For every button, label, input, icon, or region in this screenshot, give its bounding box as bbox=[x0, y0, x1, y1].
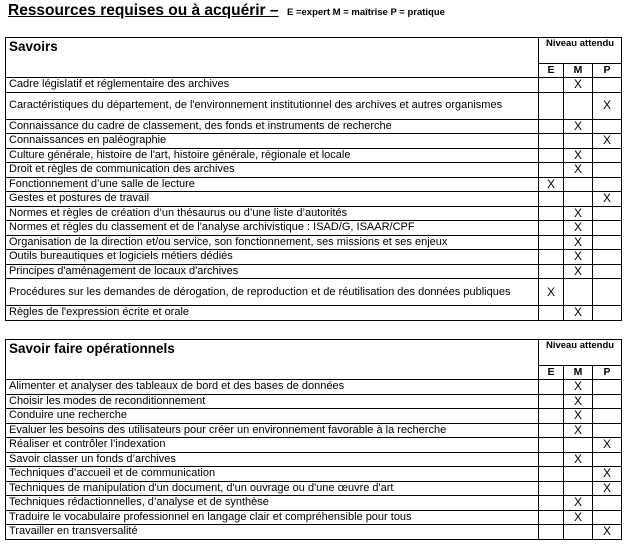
empty-level-cell bbox=[539, 235, 564, 250]
row-label: Droit et règles de communication des archives bbox=[6, 163, 539, 178]
level-mark-m: X bbox=[564, 510, 593, 525]
level-mark-m: X bbox=[564, 221, 593, 236]
empty-level-cell bbox=[593, 235, 622, 250]
empty-level-cell bbox=[539, 481, 564, 496]
level-mark-m: X bbox=[564, 380, 593, 395]
table-row bbox=[6, 119, 622, 134]
empty-level-cell bbox=[593, 206, 622, 221]
level-mark-p: X bbox=[593, 525, 622, 540]
empty-level-cell bbox=[539, 452, 564, 467]
row-label: Cadre législatif et réglementaire des archives bbox=[6, 78, 539, 93]
level-mark-p: X bbox=[593, 92, 622, 119]
table-row bbox=[6, 481, 622, 496]
table-row bbox=[6, 206, 622, 221]
level-mark-m: X bbox=[564, 452, 593, 467]
table-row bbox=[6, 250, 622, 265]
row-label: Culture générale, histoire de l'art, histoire générale, régionale et locale bbox=[6, 148, 539, 163]
level-mark-p: X bbox=[593, 134, 622, 149]
empty-level-cell bbox=[593, 221, 622, 236]
empty-level-cell bbox=[539, 496, 564, 511]
empty-level-cell bbox=[539, 221, 564, 236]
row-label: Evaluer les besoins des utilisateurs pour créer un environnement favorable à la recherche bbox=[6, 423, 539, 438]
empty-level-cell bbox=[539, 78, 564, 93]
row-label: Règles de l'expression écrite et orale bbox=[6, 306, 539, 321]
empty-level-cell bbox=[539, 134, 564, 149]
empty-level-cell bbox=[593, 423, 622, 438]
row-label: Alimenter et analyser des tableaux de bord et des bases de données bbox=[6, 380, 539, 395]
level-mark-m: X bbox=[564, 235, 593, 250]
row-label: Techniques de manipulation d'un document, d'un ouvrage ou d'une œuvre d'art bbox=[6, 481, 539, 496]
level-mark-m: X bbox=[564, 206, 593, 221]
row-label: Choisir les modes de reconditionnement bbox=[6, 394, 539, 409]
table-row bbox=[6, 409, 622, 424]
savoir-faire-table bbox=[5, 339, 622, 540]
table-row bbox=[6, 525, 622, 540]
level-mark-m: X bbox=[564, 394, 593, 409]
table-row bbox=[6, 380, 622, 395]
row-label: Connaissances en paléographie bbox=[6, 134, 539, 149]
table-row bbox=[6, 221, 622, 236]
empty-level-cell bbox=[564, 279, 593, 306]
row-label: Travailler en transversalité bbox=[6, 525, 539, 540]
empty-level-cell bbox=[593, 496, 622, 511]
empty-level-cell bbox=[593, 510, 622, 525]
table-row bbox=[6, 467, 622, 482]
empty-level-cell bbox=[593, 394, 622, 409]
level-mark-m: X bbox=[564, 250, 593, 265]
table-row bbox=[6, 438, 622, 453]
empty-level-cell bbox=[564, 177, 593, 192]
row-label: Organisation de la direction et/ou service, son fonctionnement, ses missions et ses enjeux bbox=[6, 235, 539, 250]
level-mark-m: X bbox=[564, 78, 593, 93]
empty-level-cell bbox=[539, 409, 564, 424]
table-row bbox=[6, 148, 622, 163]
row-label: Conduire une recherche bbox=[6, 409, 539, 424]
empty-level-cell bbox=[539, 192, 564, 207]
empty-level-cell bbox=[539, 467, 564, 482]
empty-level-cell bbox=[564, 92, 593, 119]
empty-level-cell bbox=[539, 510, 564, 525]
table-row bbox=[6, 78, 622, 93]
row-label: Techniques rédactionnelles, d’analyse et de synthèse bbox=[6, 496, 539, 511]
level-mark-p: X bbox=[593, 467, 622, 482]
level-mark-p: X bbox=[593, 481, 622, 496]
empty-level-cell bbox=[593, 279, 622, 306]
empty-level-cell bbox=[593, 380, 622, 395]
row-label: Procédures sur les demandes de dérogation, de reproduction et de réutilisation des données publiques bbox=[6, 279, 539, 306]
empty-level-cell bbox=[593, 306, 622, 321]
empty-level-cell bbox=[564, 467, 593, 482]
empty-level-cell bbox=[593, 119, 622, 134]
empty-level-cell bbox=[539, 92, 564, 119]
empty-level-cell bbox=[539, 206, 564, 221]
empty-level-cell bbox=[539, 525, 564, 540]
table-row bbox=[6, 177, 622, 192]
row-label: Fonctionnement d’une salle de lecture bbox=[6, 177, 539, 192]
table-row bbox=[6, 163, 622, 178]
empty-level-cell bbox=[593, 264, 622, 279]
level-code-m: M bbox=[564, 64, 593, 78]
row-label: Techniques d’accueil et de communication bbox=[6, 467, 539, 482]
table-row bbox=[6, 423, 622, 438]
empty-level-cell bbox=[539, 250, 564, 265]
empty-level-cell bbox=[539, 438, 564, 453]
level-header: Niveau attendu bbox=[539, 340, 622, 366]
table-row bbox=[6, 235, 622, 250]
empty-level-cell bbox=[539, 119, 564, 134]
row-label: Gestes et postures de travail bbox=[6, 192, 539, 207]
table-row bbox=[6, 496, 622, 511]
level-mark-m: X bbox=[564, 163, 593, 178]
empty-level-cell bbox=[564, 438, 593, 453]
level-mark-m: X bbox=[564, 409, 593, 424]
table-row bbox=[6, 264, 622, 279]
empty-level-cell bbox=[564, 134, 593, 149]
table-row bbox=[6, 394, 622, 409]
level-code-p: P bbox=[593, 366, 622, 380]
empty-level-cell bbox=[539, 163, 564, 178]
row-label: Savoir classer un fonds d’archives bbox=[6, 452, 539, 467]
row-label: Réaliser et contrôler l’indexation bbox=[6, 438, 539, 453]
empty-level-cell bbox=[593, 78, 622, 93]
table-row bbox=[6, 452, 622, 467]
table-row bbox=[6, 306, 622, 321]
level-mark-p: X bbox=[593, 438, 622, 453]
level-header: Niveau attendu bbox=[539, 38, 622, 64]
level-legend: E =expert M = maîtrise P = pratique bbox=[286, 7, 445, 18]
row-label: Outils bureautiques et logiciels métiers dédiés bbox=[6, 250, 539, 265]
page-heading bbox=[8, 2, 445, 20]
level-mark-e: X bbox=[539, 279, 564, 306]
table-row bbox=[6, 192, 622, 207]
section-title: Savoirs bbox=[6, 38, 539, 78]
empty-level-cell bbox=[593, 148, 622, 163]
level-code-p: P bbox=[593, 64, 622, 78]
empty-level-cell bbox=[593, 452, 622, 467]
empty-level-cell bbox=[593, 409, 622, 424]
empty-level-cell bbox=[593, 177, 622, 192]
level-code-e: E bbox=[539, 64, 564, 78]
empty-level-cell bbox=[539, 380, 564, 395]
row-label: Traduire le vocabulaire professionnel en langage clair et compréhensible pour tous bbox=[6, 510, 539, 525]
empty-level-cell bbox=[539, 394, 564, 409]
table-row bbox=[6, 279, 622, 306]
savoirs-table bbox=[5, 37, 622, 321]
level-mark-m: X bbox=[564, 148, 593, 163]
level-code-m: M bbox=[564, 366, 593, 380]
level-mark-p: X bbox=[593, 192, 622, 207]
row-label: Normes et règles de création d’un thésaurus ou d’une liste d’autorités bbox=[6, 206, 539, 221]
level-mark-e: X bbox=[539, 177, 564, 192]
row-label: Principes d'aménagement de locaux d'archives bbox=[6, 264, 539, 279]
row-label: Caractéristiques du département, de l'environnement institutionnel des archives et autres organismes bbox=[6, 92, 539, 119]
empty-level-cell bbox=[593, 163, 622, 178]
level-mark-m: X bbox=[564, 496, 593, 511]
level-mark-m: X bbox=[564, 306, 593, 321]
empty-level-cell bbox=[564, 481, 593, 496]
row-label: Connaissance du cadre de classement, des fonds et instruments de recherche bbox=[6, 119, 539, 134]
table-row bbox=[6, 134, 622, 149]
empty-level-cell bbox=[539, 306, 564, 321]
empty-level-cell bbox=[564, 192, 593, 207]
level-mark-m: X bbox=[564, 119, 593, 134]
empty-level-cell bbox=[539, 423, 564, 438]
section-title: Savoir faire opérationnels bbox=[6, 340, 539, 380]
page-title: Ressources requises ou à acquérir – bbox=[8, 2, 279, 19]
row-label: Normes et règles du classement et de l'analyse archivistique : ISAD/G, ISAAR/CPF bbox=[6, 221, 539, 236]
table-row bbox=[6, 510, 622, 525]
table-row bbox=[6, 92, 622, 119]
level-mark-m: X bbox=[564, 264, 593, 279]
empty-level-cell bbox=[539, 148, 564, 163]
empty-level-cell bbox=[564, 525, 593, 540]
empty-level-cell bbox=[539, 264, 564, 279]
level-code-e: E bbox=[539, 366, 564, 380]
level-mark-m: X bbox=[564, 423, 593, 438]
empty-level-cell bbox=[593, 250, 622, 265]
